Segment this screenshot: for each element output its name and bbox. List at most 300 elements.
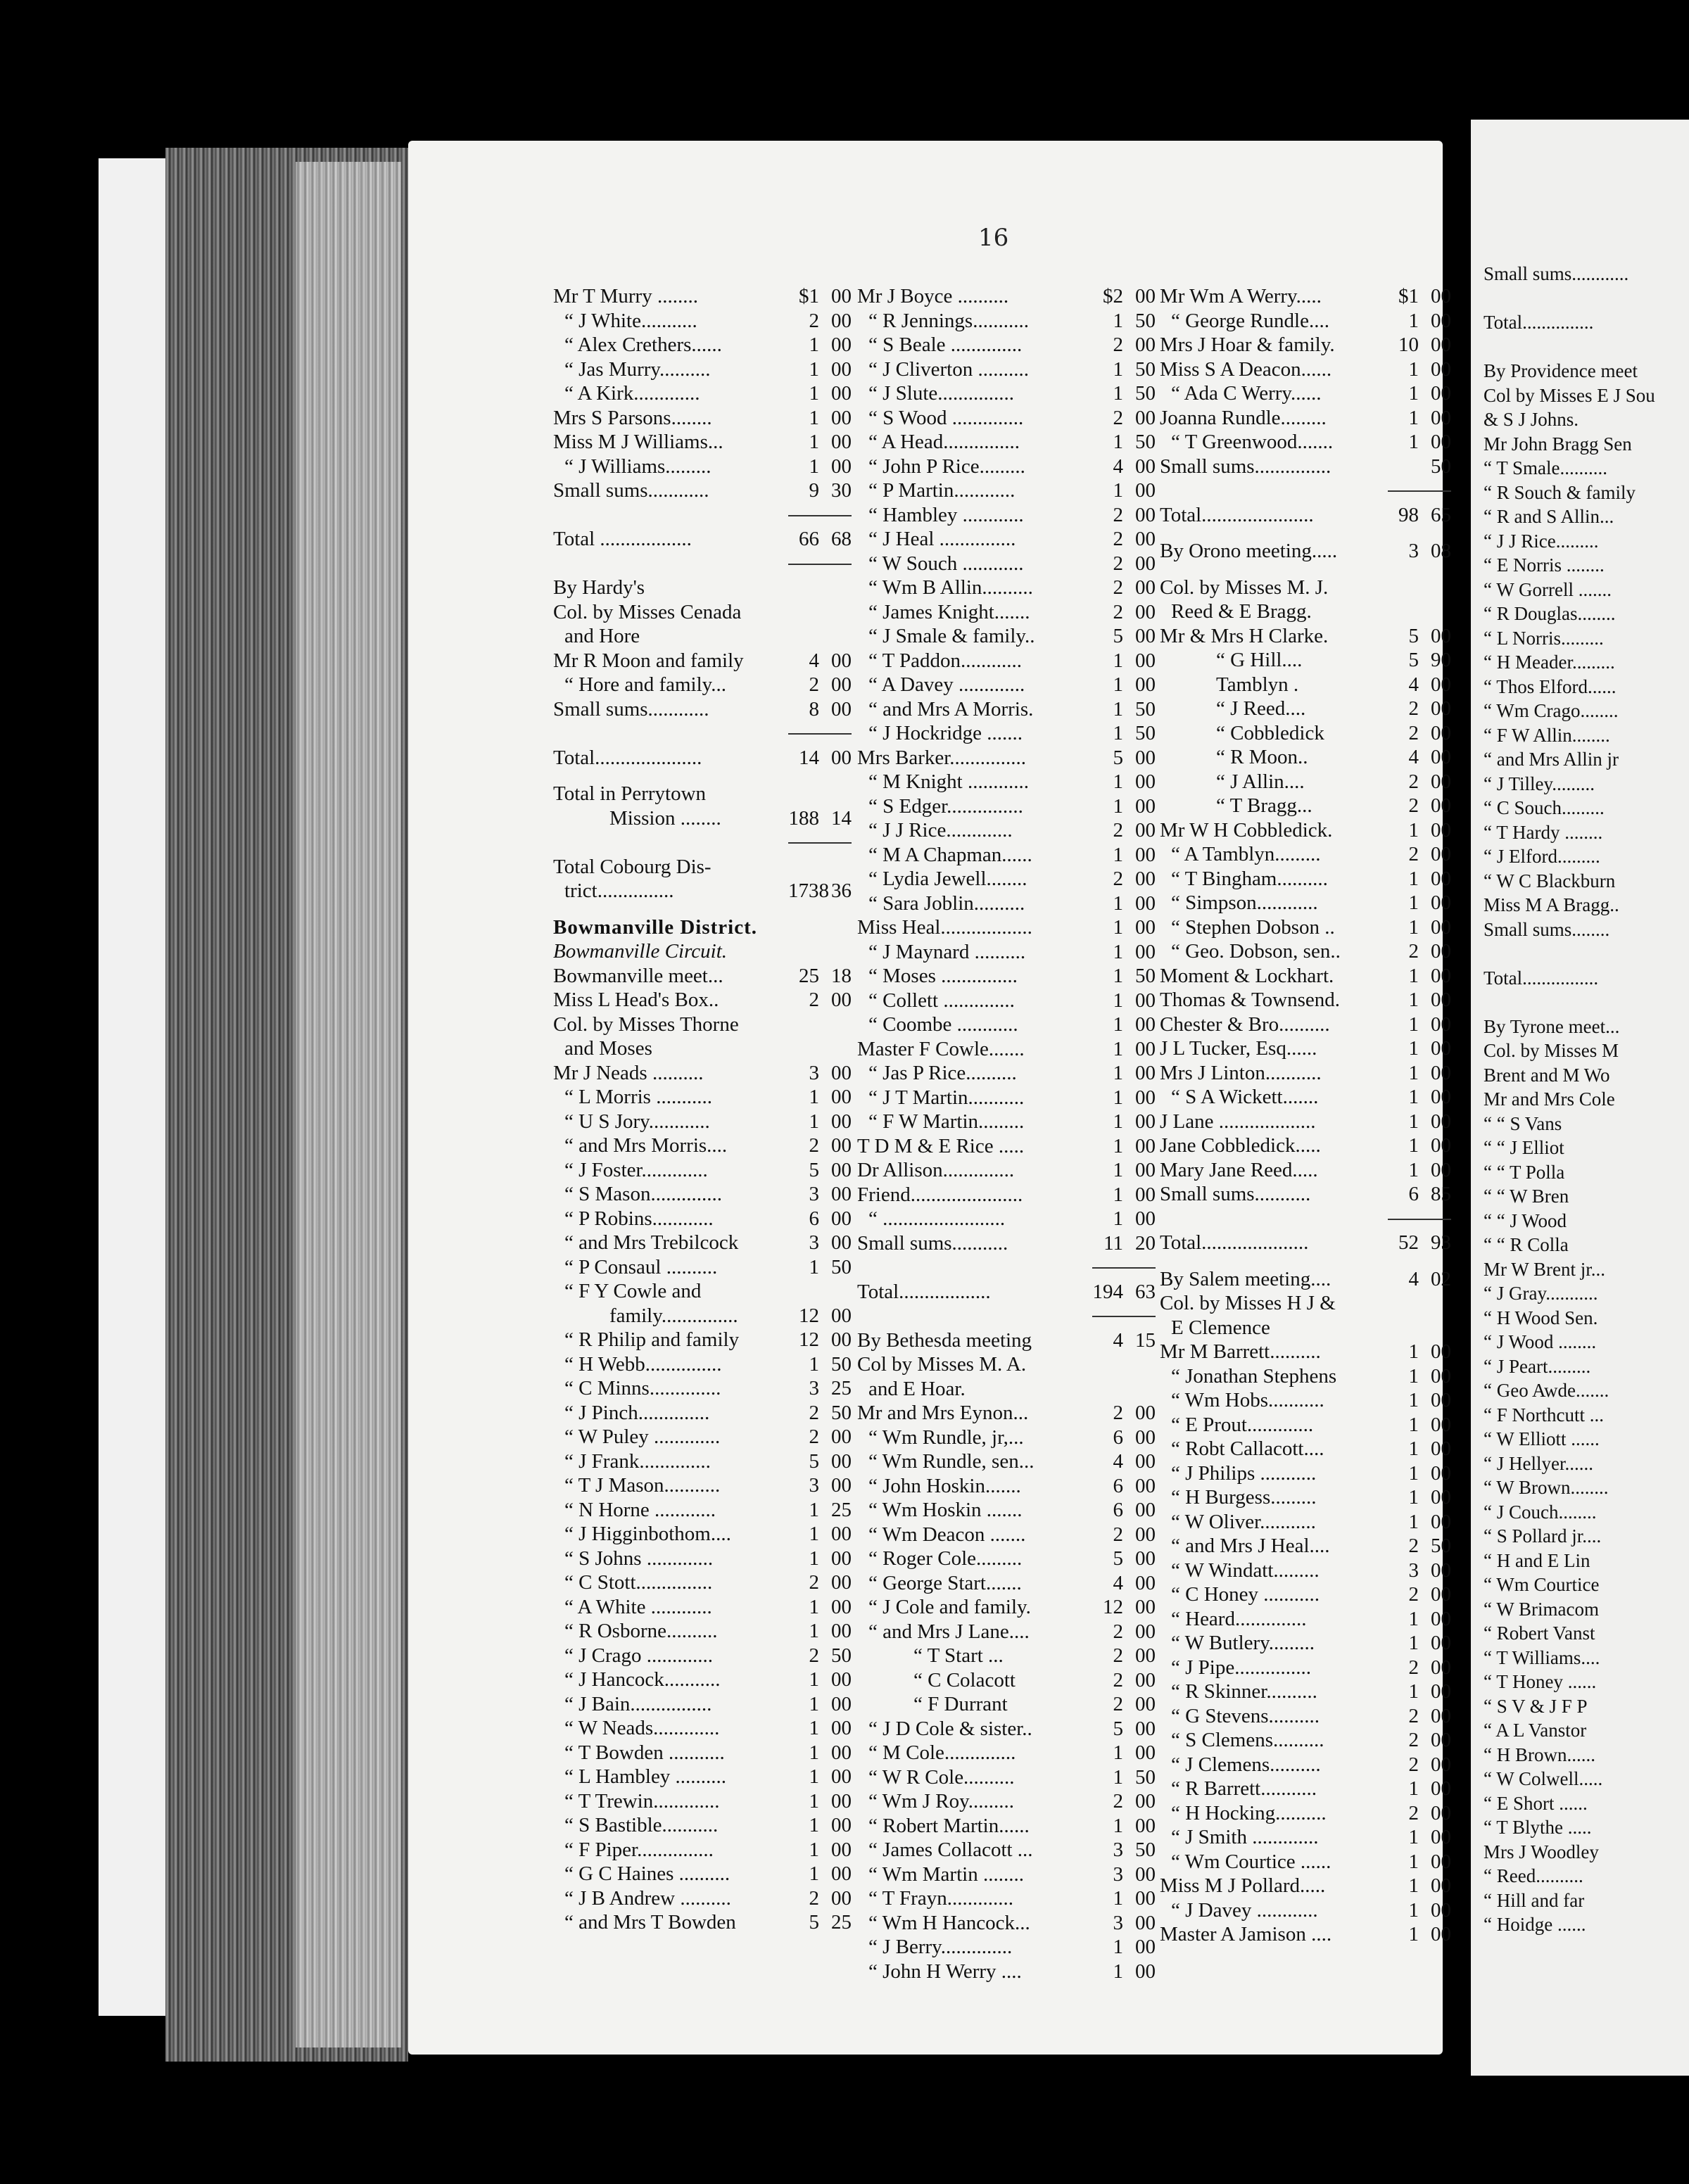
entry-name: “ W Colwell..... <box>1484 1768 1603 1789</box>
entry-cents: 00 <box>1135 1547 1156 1570</box>
entry-name: “ J Hancock........... <box>564 1668 721 1691</box>
ledger-entry <box>857 1449 1156 1474</box>
entry-dollars: 2 <box>1113 819 1123 842</box>
ledger-entry <box>857 1037 1156 1062</box>
entry-name: “ T Start ... <box>913 1644 1004 1667</box>
ledger-entry <box>1484 1475 1689 1500</box>
ledger-entry <box>857 1838 1156 1862</box>
entry-name: “ and Mrs J Lane.... <box>868 1620 1030 1643</box>
ledger-entry <box>1160 1413 1451 1437</box>
ledger-entry <box>1484 310 1689 335</box>
ledger-entry <box>1160 1704 1451 1729</box>
ledger-entry <box>1160 842 1451 867</box>
entry-dollars: 1 <box>809 1352 819 1376</box>
entry-cents: 85 <box>1431 1183 1451 1205</box>
entry-name: “ F Y Cowle and <box>564 1280 702 1302</box>
ledger-entry <box>1484 1330 1689 1354</box>
ledger-entry <box>1484 407 1689 432</box>
entry-cents: 00 <box>1431 989 1451 1011</box>
entry-dollars: 1 <box>1408 1389 1419 1411</box>
entry-cents <box>819 600 852 625</box>
entry-dollars: 3 <box>809 1183 819 1205</box>
entry-name: “ Jas Murry.......... <box>564 357 711 381</box>
ledger-entry <box>857 794 1156 819</box>
entry-dollars <box>1388 455 1419 479</box>
entry-cents: 00 <box>1135 479 1156 502</box>
entry-cents: 00 <box>1431 624 1451 647</box>
entry-cents: 00 <box>831 1717 852 1739</box>
total-rule <box>553 830 852 855</box>
entry-dollars: 1 <box>1408 818 1419 842</box>
ledger-entry <box>1484 1767 1689 1791</box>
ledger-entry <box>1160 1534 1451 1558</box>
entry-name: “ J D Cole & sister.. <box>868 1717 1032 1740</box>
entry-name: Jane Cobbledick..... <box>1160 1134 1321 1157</box>
ledger-column-1 <box>553 284 852 1935</box>
ledger-entry <box>1160 697 1451 721</box>
entry-dollars: 4 <box>1113 1328 1123 1352</box>
entry-dollars: 3 <box>809 1377 819 1399</box>
entry-dollars: 6 <box>1113 1499 1123 1521</box>
ledger-entry <box>1484 1815 1689 1840</box>
entry-name: “ F Piper............... <box>564 1838 714 1861</box>
ledger-entry <box>553 455 852 479</box>
ledger-entry <box>553 1134 852 1158</box>
entry-dollars: 3 <box>1113 1839 1123 1861</box>
entry-dollars: 1 <box>809 1814 819 1836</box>
entry-name: “ and Mrs T Bowden <box>564 1911 736 1934</box>
ledger-entry <box>1484 1257 1689 1282</box>
ledger-entry <box>553 527 852 552</box>
ledger-entry <box>1484 820 1689 845</box>
entry-dollars: 1 <box>1408 1826 1419 1848</box>
ledger-entry <box>1484 1524 1689 1549</box>
ledger-entry <box>1484 1597 1689 1622</box>
ledger-entry <box>1160 1631 1451 1656</box>
entry-name: “ “ R Colla <box>1484 1234 1569 1255</box>
entry-cents: 00 <box>831 1426 852 1448</box>
entry-dollars: 98 <box>1398 503 1419 526</box>
entry-dollars: 1 <box>1113 1062 1123 1084</box>
entry-dollars: 1 <box>1113 722 1123 744</box>
ledger-entry <box>1160 284 1451 309</box>
entry-dollars: 2 <box>809 1886 819 1910</box>
entry-name: “ Sara Joblin.......... <box>868 891 1025 915</box>
entry-cents <box>819 1036 852 1061</box>
entry-cents: 00 <box>1135 1887 1156 1910</box>
ledger-entry <box>553 855 852 880</box>
ledger-entry <box>1160 1558 1451 1583</box>
entry-name: “ R Jennings........... <box>868 309 1029 332</box>
ledger-entry <box>857 989 1156 1013</box>
ledger-entry <box>857 1960 1156 1984</box>
ledger-entry <box>1484 626 1689 651</box>
entry-name: “ T Hardy ........ <box>1484 821 1603 843</box>
entry-name: Mr J Boyce .......... <box>857 285 1009 307</box>
entry-cents: 00 <box>1135 1474 1156 1497</box>
entry-dollars: 2 <box>1408 843 1419 865</box>
ledger-entry <box>1484 1233 1689 1257</box>
entry-dollars: 10 <box>1398 334 1419 356</box>
entry-dollars: 3 <box>809 1061 819 1084</box>
entry-name: Small sums............... <box>1160 455 1331 478</box>
entry-dollars: 1 <box>1408 1461 1419 1485</box>
entry-name: Reed & E Bragg. <box>1171 600 1312 623</box>
ledger-entry <box>553 1644 852 1668</box>
spacer <box>1160 564 1451 576</box>
entry-cents: 00 <box>1135 989 1156 1012</box>
ledger-entry <box>857 1110 1156 1134</box>
entry-dollars: 2 <box>1408 1801 1419 1824</box>
entry-dollars: 6 <box>809 1207 819 1230</box>
entry-cents: 00 <box>1431 1826 1451 1848</box>
entry-name: Joanna Rundle......... <box>1160 406 1327 429</box>
entry-dollars: 1 <box>1113 1936 1123 1958</box>
entry-dollars: $1 <box>799 285 819 307</box>
entry-dollars: 4 <box>809 649 819 672</box>
entry-dollars: 1 <box>1113 965 1123 987</box>
entry-dollars <box>1388 576 1419 600</box>
entry-cents: 00 <box>1431 1777 1451 1800</box>
entry-cents: 00 <box>1431 1583 1451 1606</box>
ledger-entry <box>857 1134 1156 1159</box>
ledger-entry <box>1160 1461 1451 1486</box>
entry-dollars <box>1092 1377 1123 1402</box>
ledger-entry <box>553 1036 852 1061</box>
ledger-entry <box>857 1523 1156 1547</box>
entry-dollars: 1 <box>1408 357 1419 381</box>
entry-cents: 00 <box>831 1692 852 1715</box>
ledger-entry <box>1160 939 1451 964</box>
ledger-entry <box>1160 964 1451 989</box>
entry-cents: 00 <box>1431 1680 1451 1703</box>
entry-cents: 50 <box>831 1644 852 1667</box>
entry-cents: 50 <box>1135 965 1156 987</box>
entry-cents: 00 <box>1431 721 1451 744</box>
entry-dollars: 1 <box>809 455 819 478</box>
entry-cents: 00 <box>1431 1753 1451 1776</box>
entry-dollars: 5 <box>1113 746 1123 769</box>
entry-cents: 00 <box>1431 1461 1451 1485</box>
ledger-entry <box>857 746 1156 770</box>
ledger-entry <box>857 1595 1156 1620</box>
entry-cents: 00 <box>1135 1960 1156 1983</box>
entry-dollars: 1 <box>1408 1061 1419 1084</box>
ledger-entry <box>1160 357 1451 382</box>
ledger-entry <box>857 964 1156 989</box>
entry-dollars: 2 <box>809 309 819 332</box>
entry-cents: 00 <box>1135 576 1156 599</box>
entry-cents: 63 <box>1135 1280 1156 1303</box>
ledger-entry <box>857 1692 1156 1717</box>
entry-cents: 00 <box>831 1595 852 1618</box>
ledger-entry <box>1160 1680 1451 1704</box>
entry-cents: 00 <box>1135 552 1156 575</box>
ledger-entry <box>553 1207 852 1231</box>
entry-name: “ Hoidge ...... <box>1484 1914 1586 1935</box>
entry-cents <box>819 576 852 600</box>
ledger-entry <box>1160 673 1451 697</box>
entry-name: “ S Clemens.......... <box>1171 1729 1324 1751</box>
entry-name: “ J Hellyer...... <box>1484 1452 1593 1474</box>
entry-dollars: 2 <box>1113 576 1123 599</box>
entry-dollars: 1 <box>1408 867 1419 890</box>
entry-name: Small sums........... <box>857 1231 1008 1255</box>
entry-dollars: 2 <box>809 1426 819 1448</box>
entry-cents: 00 <box>1135 1426 1156 1449</box>
entry-dollars: 1 <box>1113 940 1123 963</box>
entry-cents: 00 <box>831 1814 852 1836</box>
ledger-entry <box>1160 576 1451 600</box>
entry-name: “ L Morris ........... <box>564 1086 712 1108</box>
entry-cents: 50 <box>1135 697 1156 720</box>
entry-name: “ F W Martin......... <box>868 1110 1025 1133</box>
entry-name: Mr Wm A Werry..... <box>1160 285 1322 307</box>
entry-cents: 00 <box>831 285 852 307</box>
entry-name: “ J Tilley......... <box>1484 773 1595 794</box>
ledger-entry <box>1484 529 1689 554</box>
entry-name: “ George Start....... <box>868 1571 1022 1594</box>
ledger-entry <box>553 1595 852 1620</box>
entry-cents: 00 <box>831 1086 852 1108</box>
entry-dollars: 1 <box>1408 964 1419 987</box>
entry-dollars: 1 <box>809 1862 819 1885</box>
entry-dollars: 2 <box>1113 552 1123 575</box>
entry-dollars: 1 <box>809 357 819 381</box>
entry-dollars: 2 <box>1408 770 1419 793</box>
entry-cents: 00 <box>1431 891 1451 914</box>
entry-cents: 00 <box>1135 528 1156 550</box>
ledger-entry <box>1160 624 1451 649</box>
ledger-entry <box>1484 481 1689 505</box>
entry-cents: 00 <box>831 649 852 672</box>
entry-dollars: 2 <box>1408 1656 1419 1679</box>
entry-cents: 00 <box>831 382 852 405</box>
entry-name: Friend...................... <box>857 1183 1023 1206</box>
ledger-entry <box>1484 1864 1689 1888</box>
ledger-entry <box>1484 456 1689 481</box>
entry-dollars <box>788 782 819 806</box>
entry-dollars: 1 <box>809 1620 819 1642</box>
entry-cents: 00 <box>1135 503 1156 526</box>
entry-name: “ W R Cole.......... <box>868 1765 1015 1789</box>
entry-dollars: 1 <box>1113 1013 1123 1036</box>
entry-name: “ J Cliverton .......... <box>868 357 1029 381</box>
ledger-entry <box>1160 1437 1451 1461</box>
entry-name: “ T Trewin............. <box>564 1789 720 1812</box>
entry-name: Mr M Barrett.......... <box>1160 1340 1321 1363</box>
ledger-entry <box>1160 794 1451 818</box>
entry-name: “ F Durrant <box>913 1693 1008 1715</box>
ledger-entry <box>857 1717 1156 1741</box>
entry-name: “ John Hoskin....... <box>868 1474 1021 1497</box>
entry-cents: 00 <box>1431 794 1451 817</box>
entry-dollars: 4 <box>1113 1450 1123 1473</box>
entry-name: “ “ T Polla <box>1484 1161 1565 1183</box>
ledger-entry <box>553 1838 852 1862</box>
ledger-entry <box>857 1789 1156 1814</box>
ledger-entry <box>1484 1840 1689 1865</box>
entry-cents: 00 <box>1431 431 1451 453</box>
ledger-entry <box>857 1547 1156 1571</box>
ledger-entry <box>1160 455 1451 479</box>
entry-cents: 00 <box>1135 1062 1156 1084</box>
entry-name: “ L Hambley .......... <box>564 1765 727 1788</box>
entry-cents: 00 <box>1431 673 1451 696</box>
entry-name: “ and Mrs Morris.... <box>564 1134 728 1157</box>
ledger-entry <box>1484 1281 1689 1306</box>
ledger-entry <box>553 284 852 309</box>
ledger-entry <box>1484 1209 1689 1233</box>
entry-dollars: 4 <box>1113 455 1123 478</box>
entry-name: “ J Smale & family.. <box>868 625 1035 647</box>
entry-cents <box>819 1012 852 1037</box>
entry-dollars: 5 <box>1113 1717 1123 1740</box>
entry-dollars: 1 <box>809 1765 819 1788</box>
entry-cents: 00 <box>1431 818 1451 842</box>
entry-dollars: 11 <box>1103 1231 1123 1255</box>
entry-cents: 93 <box>1431 1231 1451 1254</box>
entry-name: Small sums............ <box>553 479 709 502</box>
entry-cents: 00 <box>1135 746 1156 769</box>
entry-name: “ W Elliott ...... <box>1484 1428 1600 1449</box>
entry-cents: 00 <box>1431 964 1451 987</box>
entry-name: “ A Kirk............. <box>564 382 700 405</box>
entry-name: “ T Bowden ........... <box>564 1741 725 1764</box>
entry-cents: 00 <box>831 1328 852 1351</box>
entry-dollars: 194 <box>1092 1280 1123 1303</box>
ledger-entry <box>1484 747 1689 772</box>
entry-cents: 00 <box>831 697 852 720</box>
entry-cents: 14 <box>831 806 852 830</box>
entry-name: “ E Short ...... <box>1484 1792 1588 1814</box>
entry-name: Mrs J Hoar & family. <box>1160 334 1335 356</box>
entry-cents: 00 <box>1135 334 1156 356</box>
entry-dollars: 2 <box>1113 1644 1123 1667</box>
ledger-entry <box>1484 504 1689 529</box>
ledger-entry <box>1484 1378 1689 1403</box>
ledger-entry <box>1484 918 1689 942</box>
ledger-entry <box>1160 1364 1451 1389</box>
entry-name: Total............... <box>1484 312 1594 333</box>
entry-name: “ J Pinch.............. <box>564 1401 710 1424</box>
entry-dollars: 3 <box>809 1231 819 1254</box>
entry-dollars: 2 <box>1113 406 1123 429</box>
entry-dollars: 1 <box>1113 1741 1123 1764</box>
entry-name: “ “ J Elliot <box>1484 1137 1564 1158</box>
entry-name: By Providence meet <box>1484 360 1638 381</box>
entry-cents: 00 <box>1431 1874 1451 1897</box>
entry-name: & S J Johns. <box>1484 409 1579 430</box>
ledger-entry <box>857 1620 1156 1644</box>
entry-name: “ J Gray........... <box>1484 1283 1598 1304</box>
entry-dollars: 2 <box>1408 697 1419 720</box>
entry-dollars: 4 <box>1408 673 1419 696</box>
ledger-entry <box>553 1862 852 1886</box>
ledger-entry <box>1160 503 1451 528</box>
entry-dollars: 1 <box>809 1595 819 1618</box>
entry-name: “ J J Rice......... <box>1484 530 1599 552</box>
entry-dollars: 1 <box>1408 1850 1419 1873</box>
entry-cents: 18 <box>831 964 852 987</box>
ledger-entry <box>1160 1134 1451 1158</box>
ledger-entry <box>553 1765 852 1789</box>
ledger-entry <box>1484 1549 1689 1573</box>
entry-name: “ Cobbledick <box>1216 721 1324 744</box>
ledger-entry <box>1160 1850 1451 1874</box>
entry-cents: 02 <box>1431 1267 1451 1290</box>
entry-name: “ S Johns ............. <box>564 1547 714 1570</box>
entry-name: “ “ S Vans <box>1484 1112 1562 1134</box>
entry-cents: 00 <box>831 1620 852 1642</box>
entry-name: “ W C Blackburn <box>1484 870 1616 891</box>
entry-dollars: 2 <box>1408 721 1419 744</box>
entry-dollars: 8 <box>809 697 819 720</box>
entry-cents: 00 <box>1135 1086 1156 1109</box>
entry-name: “ C Colacott <box>913 1668 1016 1691</box>
entry-name: “ George Rundle.... <box>1171 309 1329 332</box>
ledger-entry <box>1484 1452 1689 1476</box>
entry-name: “ S Wood .............. <box>868 406 1024 429</box>
entry-cents: 00 <box>831 406 852 429</box>
entry-dollars: 1 <box>809 382 819 405</box>
entry-name: Small sums............ <box>553 697 709 720</box>
entry-dollars: 1 <box>809 1692 819 1715</box>
ledger-entry <box>1160 867 1451 891</box>
entry-cents: 20 <box>1135 1231 1156 1255</box>
entry-name: “ M A Chapman...... <box>868 843 1032 866</box>
entry-dollars: 1 <box>809 406 819 429</box>
entry-dollars: 1 <box>809 1547 819 1570</box>
entry-name: “ H Webb............... <box>564 1352 722 1376</box>
entry-name: Mr John Bragg Sen <box>1484 433 1632 455</box>
ledger-entry <box>553 1085 852 1110</box>
ledger-entry <box>1484 1403 1689 1428</box>
ledger-entry <box>1484 553 1689 578</box>
entry-cents: 00 <box>1431 697 1451 720</box>
spacer <box>1160 527 1451 539</box>
entry-dollars <box>788 1279 819 1304</box>
ledger-entry <box>553 357 852 382</box>
ledger-entry <box>857 721 1156 746</box>
entry-cents: 00 <box>831 1886 852 1910</box>
entry-cents <box>819 939 852 964</box>
entry-name: “ S V & J F P <box>1484 1695 1588 1717</box>
entry-cents: 00 <box>1431 867 1451 890</box>
entry-dollars: 3 <box>1408 540 1419 562</box>
entry-cents: 00 <box>831 1183 852 1205</box>
ledger-entry <box>1484 262 1689 286</box>
entry-dollars <box>788 855 819 880</box>
entry-cents: 00 <box>1135 843 1156 866</box>
ledger-entry <box>857 381 1156 406</box>
ledger-entry <box>553 673 852 697</box>
entry-name: “ A L Vanstor <box>1484 1720 1587 1741</box>
entry-cents: 00 <box>1431 843 1451 865</box>
entry-cents: 00 <box>831 673 852 696</box>
ledger-entry <box>553 1498 852 1523</box>
ledger-entry <box>857 1474 1156 1499</box>
entry-dollars <box>788 1012 819 1037</box>
ledger-entry <box>1484 1500 1689 1525</box>
entry-cents: 00 <box>1135 1644 1156 1667</box>
entry-name: “ T Bragg... <box>1216 794 1312 817</box>
ledger-entry <box>1160 333 1451 357</box>
ledger-column-3 <box>1160 284 1451 1947</box>
ledger-entry <box>1484 1087 1689 1112</box>
ledger-entry <box>553 1619 852 1644</box>
entry-name: “ W Brimacom <box>1484 1598 1599 1620</box>
